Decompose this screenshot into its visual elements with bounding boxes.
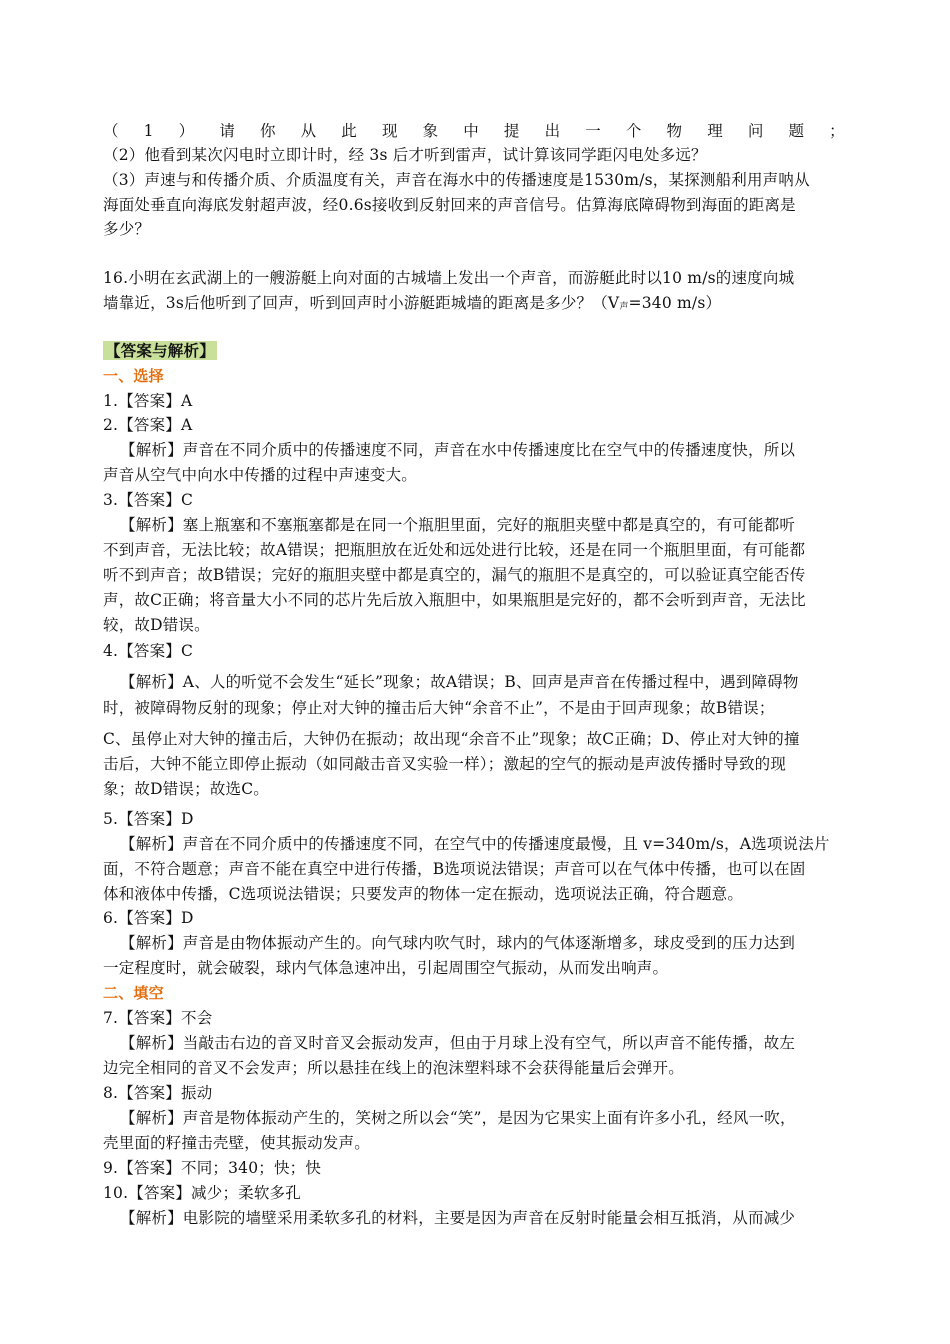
explain-6-line2: 一定程度时，就会破裂，球内气体急速冲出，引起周围空气振动，从而发出响声。: [103, 959, 669, 977]
explain-7-line1: 【解析】当敲击右边的音叉时音叉会振动发声，但由于月球上没有空气，所以声音不能传播，故左: [120, 1034, 796, 1052]
q15-part1-char: （: [103, 122, 119, 140]
q15-part1-char: 个: [625, 122, 642, 140]
answer-10: 10.【答案】减少；柔软多孔: [103, 1184, 301, 1202]
explain-4-line3: C、虽停止对大钟的撞击后，大钟仍在振动；故出现“余音不止”现象；故C正确；D、停止对大钟的撞: [103, 730, 800, 748]
q15-part3-line-end: 多少？: [103, 220, 151, 238]
explain-4-line5: 象；故D错误；故选C。: [103, 780, 269, 798]
q15-part1-char: 题: [788, 122, 805, 140]
q15-part1-char: 此: [341, 122, 357, 140]
explain-5-line2: 面，不符合题意；声音不能在真空中进行传播，B选项说法错误；声音可以在气体中传播，也可以在固: [103, 860, 806, 878]
q16-text-end: =340 m/s）: [628, 294, 722, 312]
q15-part1-char: 1: [143, 122, 154, 140]
explain-4-line4: 击后，大钟不能立即停止振动（如同敲击音叉实验一样）；激起的空气的振动是声波传播时导致的现: [103, 755, 787, 773]
explain-3-line3: 听不到声音；故B错误；完好的瓶胆夹壁中都是真空的，漏气的瓶胆不是真空的，可以验证真空能否传: [103, 566, 806, 584]
q15-part1-char: 理: [707, 122, 723, 140]
explain-10-line1: 【解析】电影院的墙壁采用柔软多孔的材料，主要是因为声音在反射时能量会相互抵消，从而减少: [120, 1209, 796, 1227]
q15-part1-char: 问: [747, 122, 764, 140]
q16-subscript: 声: [619, 302, 629, 312]
answer-5: 5.【答案】D: [103, 810, 194, 828]
explain-5-line3: 体和液体中传播，C选项说法错误；只要发声的物体一定在振动，选项说法正确，符合题意。: [103, 885, 744, 903]
q15-part1-char: 物: [666, 122, 683, 140]
answer-4: 4.【答案】C: [103, 642, 194, 660]
q15-part1-char: 一: [585, 122, 601, 140]
explain-3-line2: 不到声音，无法比较；故A错误；把瓶胆放在近处和远处进行比较，还是在同一个瓶胆里面，有可能都: [103, 541, 806, 559]
q16-text: 墙靠近，3s后他听到了回声，听到回声时小游艇距城墙的距离是多少？（V: [103, 294, 620, 312]
q15-part1-char: 请: [219, 122, 236, 140]
explain-2-line2: 声音从空气中向水中传播的过程中声速变大。: [103, 466, 418, 484]
q16-line-2: [103, 293, 721, 317]
section-fill: 二、填空: [103, 984, 164, 1002]
explain-3-line4: 声，故C正确；将音量大小不同的芯片先后放入瓶胆中，如果瓶胆是完好的，都不会听到声音，无法比: [103, 591, 806, 609]
answer-3: 3.【答案】C: [103, 491, 194, 509]
answer-8: 8.【答案】振动: [103, 1084, 213, 1102]
q15-part1-char: 出: [544, 122, 561, 140]
explain-3-line5: 较，故D错误。: [103, 616, 210, 634]
q15-part3-line-cont: 海面处垂直向海底发射超声波，经0.6s接收到反射回来的声音信号。估算海底障碍物到海面的距离是: [103, 196, 796, 214]
q15-part1-char: ；: [829, 122, 845, 140]
explain-4-line2: 时，被障碍物反射的现象；停止对大钟的撞击后大钟“余音不止”，不是由于回声现象；故B错误；: [103, 699, 775, 717]
q15-part1-char: 现: [381, 122, 398, 140]
section-choice: 一、选择: [103, 367, 164, 385]
q15-part1-char: ）: [178, 122, 195, 140]
explain-3-line1: 【解析】塞上瓶塞和不塞瓶塞都是在同一个瓶胆里面，完好的瓶胆夹壁中都是真空的，有可能都听: [120, 516, 796, 534]
q15-part1-char: 象: [422, 122, 439, 140]
explain-2-line1: 【解析】声音在不同介质中的传播速度不同，声音在水中传播速度比在空气中的传播速度快，所以: [120, 441, 796, 459]
q15-part1-line: [103, 121, 845, 141]
answer-2: 2.【答案】A: [103, 416, 193, 434]
answer-6: 6.【答案】D: [103, 909, 194, 927]
q16-line-1: 16.小明在玄武湖上的一艘游艇上向对面的古城墙上发出一个声音，而游艇此时以10 m/s的速度向城: [103, 269, 795, 287]
q15-part1-char: 中: [463, 122, 479, 140]
explain-5-line1: 【解析】声音在不同介质中的传播速度不同，在空气中的传播速度最慢，且 v=340m/s，A选项说法片: [120, 835, 830, 853]
explain-6-line1: 【解析】声音是由物体振动产生的。向气球内吹气时，球内的气体逐渐增多，球皮受到的压力达到: [120, 934, 796, 952]
answer-header: 【答案与解析】: [105, 341, 215, 360]
answer-9: 9.【答案】不同；340；快；快: [103, 1159, 322, 1177]
q15-part2-line: （2）他看到某次闪电时立即计时，经 3s 后才听到雷声，试计算该同学距闪电处多远？: [103, 146, 707, 164]
explain-7-line2: 边完全相同的音叉不会发声；所以悬挂在线上的泡沫塑料球不会获得能量后会弹开。: [103, 1059, 684, 1077]
q15-part3-line: （3）声速与和传播介质、介质温度有关，声音在海水中的传播速度是1530m/s，某探测船利用声呐从: [103, 171, 810, 189]
explain-4-line1: 【解析】A、人的听觉不会发生“延长”现象；故A错误；B、回声是声音在传播过程中，遇到障碍物: [120, 673, 799, 691]
answer-7: 7.【答案】不会: [103, 1009, 213, 1027]
q15-part1-char: 提: [503, 122, 520, 140]
explain-8-line1: 【解析】声音是物体振动产生的，笑树之所以会“笑”，是因为它果实上面有许多小孔，经风一吹，: [120, 1109, 796, 1127]
explain-8-line2: 壳里面的籽撞击壳壁，使其振动发声。: [103, 1134, 370, 1152]
q15-part1-char: 从: [300, 122, 317, 140]
answer-1: 1.【答案】A: [103, 392, 193, 410]
q15-part1-char: 你: [259, 122, 276, 140]
